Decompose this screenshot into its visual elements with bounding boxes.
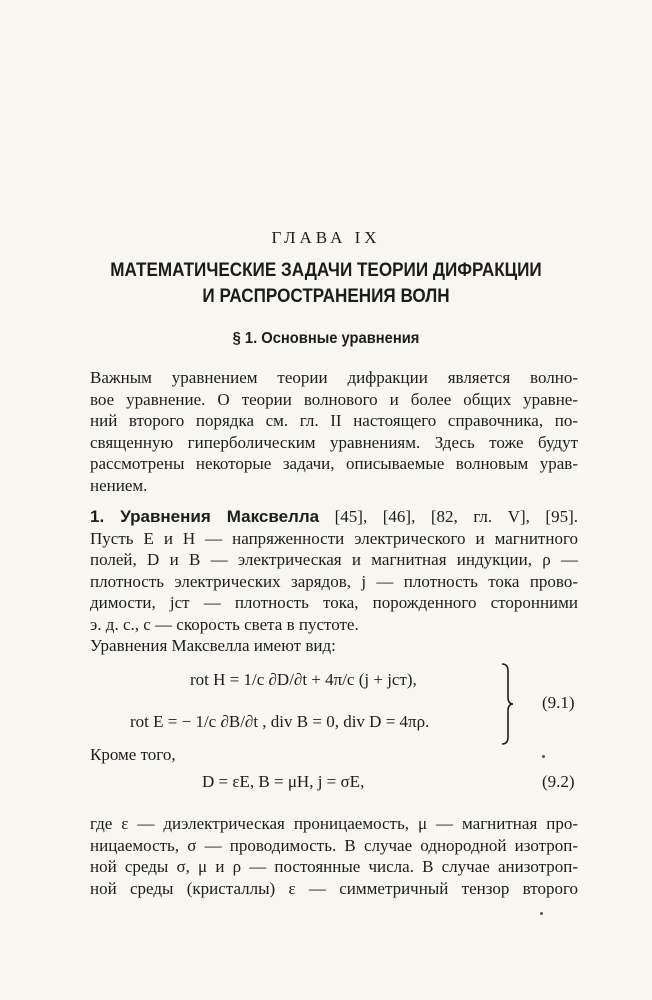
maxwell-line: э. д. с., c — скорость света в пустоте. bbox=[90, 614, 359, 634]
equation-9-2: D = εE, B = μH, j = σE, bbox=[202, 772, 365, 791]
maxwell-line: полей, D и B — электрическая и магнитная индукции, ρ — bbox=[90, 550, 578, 569]
maxwell-line: плотность электрических зарядов, j — плотность тока прово- bbox=[90, 571, 578, 591]
maxwell-line: Пусть E и H — напряженности электрического и магнитного bbox=[90, 528, 578, 548]
final-line: ной среды (кристаллы) ε — симметричный тензор второго bbox=[90, 878, 578, 898]
chapter-title-line-2: И РАСПРОСТРАНЕНИЯ ВОЛН bbox=[202, 286, 450, 307]
maxwell-line: димости, jст — плотность тока, порожденного сторонними bbox=[90, 593, 578, 612]
intro-line: ний второго порядка см. гл. II настоящего справочника, по- bbox=[90, 411, 578, 430]
moreover-text: Кроме того, bbox=[90, 745, 176, 764]
equation-number-9-2: (9.2) bbox=[542, 772, 575, 791]
print-speck bbox=[540, 912, 543, 915]
maxwell-refs: [45], [46], [82, гл. V], [95]. bbox=[334, 507, 579, 526]
maxwell-eq-intro: Уравнения Максвелла имеют вид: bbox=[90, 636, 336, 655]
final-line: где ε — диэлектрическая проницаемость, μ — магнитная про- bbox=[90, 814, 578, 833]
chapter-title-line-1: МАТЕМАТИЧЕСКИЕ ЗАДАЧИ ТЕОРИИ ДИФРАКЦИИ bbox=[110, 260, 542, 281]
print-speck bbox=[542, 755, 545, 758]
intro-line: Важным уравнением теории дифракции является волно- bbox=[90, 368, 578, 387]
final-paragraph bbox=[90, 813, 578, 899]
right-brace-icon bbox=[500, 663, 514, 745]
intro-line: рассмотрены некоторые задачи, описываемые волновым урав- bbox=[90, 454, 578, 473]
final-line: ной среды σ, μ и ρ — постоянные числа. В случае анизотроп- bbox=[90, 857, 578, 876]
chapter-title bbox=[33, 258, 620, 310]
equation-9-1-line-2: rot E = − 1/c ∂B/∂t , div B = 0, div D = 4πρ. bbox=[130, 712, 430, 731]
maxwell-heading: 1. Уравнения Максвелла bbox=[90, 507, 320, 526]
intro-line: священную гиперболическим уравнениям. Здесь тоже будут bbox=[90, 432, 578, 452]
equation-9-1-line-1: rot H = 1/c ∂D/∂t + 4π/c (j + jст), bbox=[190, 670, 417, 689]
maxwell-heading-line bbox=[90, 506, 578, 528]
maxwell-paragraph bbox=[90, 506, 578, 657]
intro-line: вое уравнение. О теории волнового и более общих уравне- bbox=[90, 389, 578, 409]
equation-number-9-1: (9.1) bbox=[542, 693, 575, 712]
intro-line: нением. bbox=[90, 475, 148, 495]
final-line: ницаемость, σ — проводимость. В случае однородной изотроп- bbox=[90, 835, 578, 855]
chapter-heading: ГЛАВА IX bbox=[271, 228, 381, 247]
intro-paragraph bbox=[90, 367, 578, 496]
section-heading: § 1. Основные уравнения bbox=[232, 330, 420, 347]
